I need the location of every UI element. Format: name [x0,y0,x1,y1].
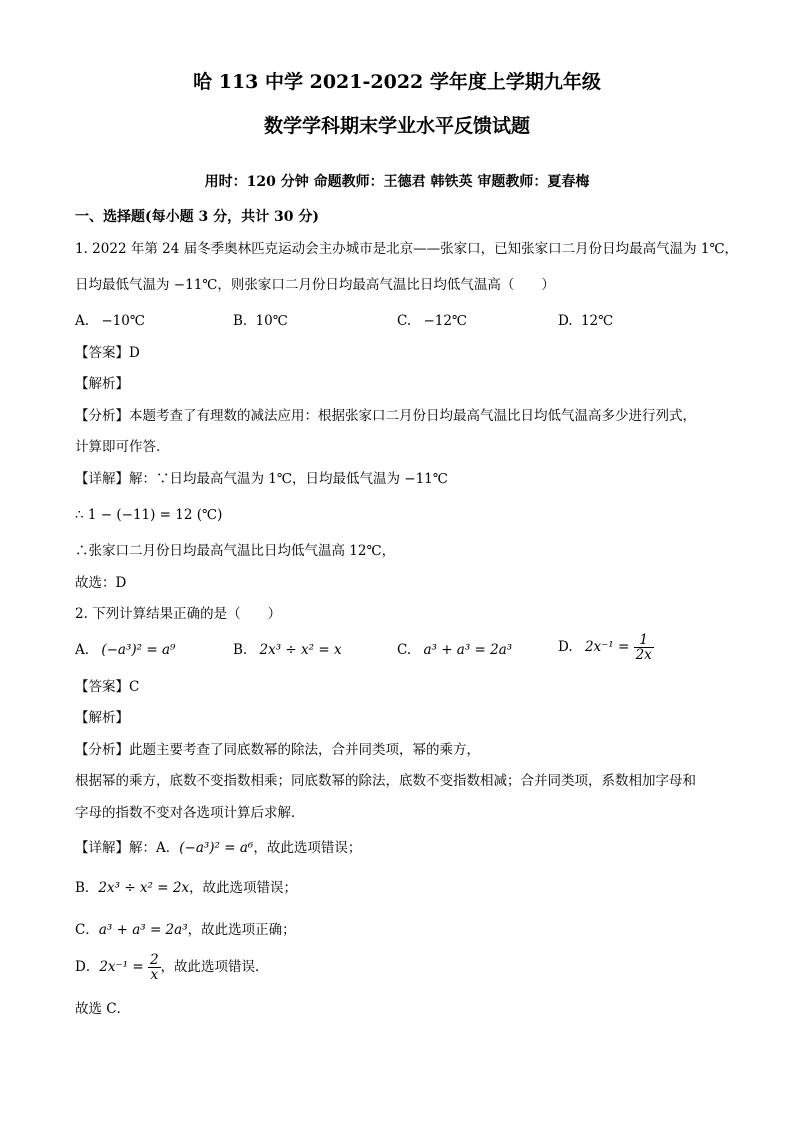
option-label: B. [233,313,248,329]
q1-stem-line2: 日均最低气温为 −11℃，则张家口二月份日均最高气温比日均低气温高（ ） [75,277,555,293]
detail-suffix: ，故此选项错误； [189,880,298,896]
detail-prefix: D． [75,958,100,975]
q1-option-d [558,315,613,329]
detail-suffix: ，故此选项错误； [253,840,362,856]
q1-analysis-tag: 【解析】 [75,376,129,392]
detail-math: 2x⁻¹ = [99,958,144,975]
option-math: (−a³)² = a⁹ [101,642,176,658]
q1-conclusion: 故选：D [75,575,127,591]
q2-analysis-tag: 【解析】 [75,710,129,726]
option-label: C. [397,642,412,658]
fraction-denominator: x [150,967,159,984]
q2-option-a [75,644,175,658]
option-text: 12℃ [580,313,614,329]
section-heading: 一、选择题(每小题 3 分，共计 30 分) [75,209,319,225]
q1-answer: 【答案】D [75,345,140,361]
option-math: a³ + a³ = 2a³ [423,642,513,658]
q1-option-a [75,315,145,329]
option-label: A. [75,642,90,658]
option-label: B. [233,642,248,658]
option-math: 2x³ ÷ x² = x [259,642,342,658]
detail-math: (−a³)² = a⁶ [179,840,254,856]
fraction [148,953,161,982]
fraction-numerator: 1 [634,633,654,648]
q2-conclusion: 故选 C． [75,1001,131,1017]
option-text: −12℃ [423,313,468,329]
q2-analysis-line2: 根据幂的乘方，底数不变指数相乘；同底数幂的除法，底数不变指数相减；合并同类项，系数相加字母和 [75,773,696,789]
detail-prefix: C． [75,922,99,938]
fraction-denominator: 2x [635,647,652,664]
option-text: −10℃ [101,313,145,329]
detail-prefix: 【详解】解：A． [75,840,180,856]
detail-suffix: ，故此选项正确； [187,922,296,938]
q2-detail-d [75,953,269,982]
fraction-numerator: 2 [149,952,159,968]
q1-detail-line2: ∴ 1 − (−11) = 12 (℃) [75,507,223,523]
q2-detail-b [75,882,297,896]
detail-math: a³ + a³ = 2a³ [98,922,188,938]
exam-meta: 用时：120 分钟 命题教师：王德君 韩铁英 审题教师：夏春梅 [204,174,590,190]
q1-detail-line1: 【详解】解：∵日均最高气温为 1℃，日均最低气温为 −11℃ [75,471,448,487]
q1-analysis-line2: 计算即可作答． [75,439,170,455]
option-label: D. [558,638,573,655]
detail-math: 2x³ ÷ x² = 2x [98,880,190,896]
page-title-line1: 哈 113 中学 2021-2022 学年度上学期九年级 [193,71,601,93]
option-label: C. [397,313,412,329]
option-text: 10℃ [255,313,288,329]
q1-option-b [233,315,288,329]
q2-answer: 【答案】C [75,679,140,695]
detail-prefix: B． [75,880,99,896]
page-title-line2: 数学学科期末学业水平反馈试题 [263,115,530,137]
q1-detail-line3: ∴张家口二月份日均最高气温比日均低气温高 12℃， [75,543,396,559]
q2-analysis-line1: 【分析】此题主要考查了同底数幂的除法，合并同类项，幂的乘方， [75,742,480,758]
q2-option-c [397,644,512,658]
q2-option-d [558,633,654,662]
option-label: A. [75,313,90,329]
fraction [634,633,654,662]
q1-option-c [397,315,467,329]
q2-analysis-line3: 字母的指数不变对各选项计算后求解． [75,805,305,821]
q2-option-b [233,644,342,658]
q2-stem: 2. 下列计算结果正确的是（ ） [75,606,282,622]
q2-detail-c [75,924,296,938]
detail-suffix: ，故此选项错误． [160,958,269,975]
q2-detail-a [75,842,361,856]
option-label: D. [558,313,573,329]
option-math: 2x⁻¹ = [584,638,630,655]
q1-analysis-line1: 【分析】本题考查了有理数的减法应用：根据张家口二月份日均最高气温比日均低气温高多少进行列式， [75,408,696,424]
q1-stem-line1: 1. 2022 年第 24 届冬季奥林匹克运动会主办城市是北京——张家口，已知张家口二月份日均最高气温为 1℃， [75,241,739,257]
